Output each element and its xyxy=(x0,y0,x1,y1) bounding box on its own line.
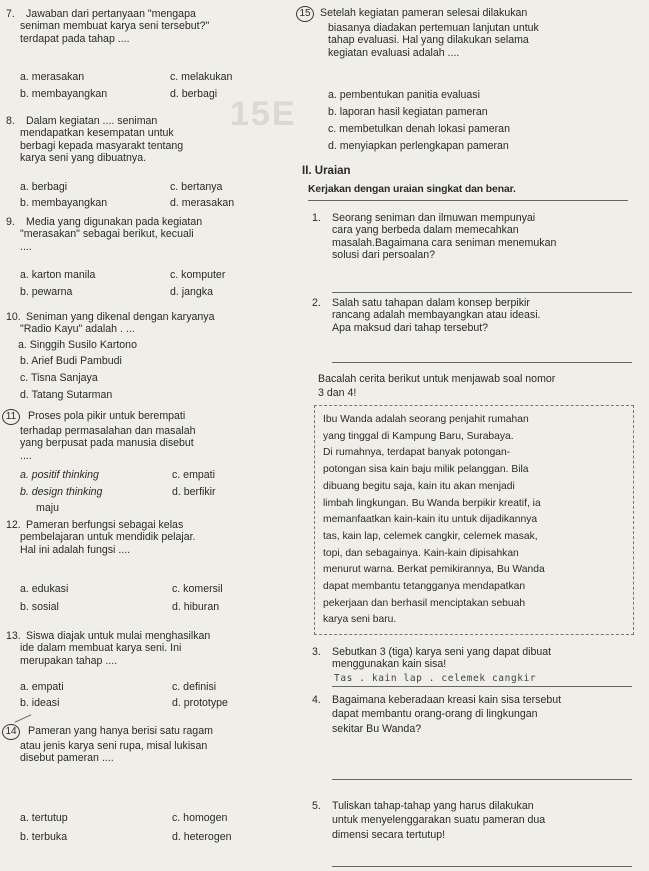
answer-line[interactable] xyxy=(332,866,632,867)
question-text: Seniman yang dikenal dengan karyanya xyxy=(26,311,215,323)
option-c[interactable]: c. komputer xyxy=(170,269,226,281)
essay-question-2 xyxy=(312,297,541,334)
instruction-text: 3 dan 4! xyxy=(318,387,357,400)
option-a[interactable]: a. Singgih Susilo Kartono xyxy=(18,339,137,351)
question-text: Sebutkan 3 (tiga) karya seni yang dapat dibuat xyxy=(332,646,552,658)
answer-line[interactable] xyxy=(332,362,632,363)
question-number: 13. xyxy=(6,630,21,642)
essay-question-1 xyxy=(312,212,556,262)
question-number: 7. xyxy=(6,8,15,20)
question-text: merupakan tahap .... xyxy=(20,654,118,667)
story-line: tas, kain lap, celemek cangkir, celemek masak, xyxy=(323,530,538,542)
circled-question-number: 11 xyxy=(2,409,20,425)
option-b[interactable]: b. design thinking xyxy=(20,486,103,498)
option-d[interactable]: d. hiburan xyxy=(172,601,220,613)
question-text: Hal ini adalah fungsi .... xyxy=(20,543,131,556)
option-a[interactable]: a. karton manila xyxy=(20,269,96,281)
section-instruction: Kerjakan dengan uraian singkat dan benar. xyxy=(308,184,516,195)
option-d[interactable]: d. Tatang Sutarman xyxy=(20,389,113,401)
question-text: masalah.Bagaimana cara seniman menemukan xyxy=(332,236,557,249)
option-d[interactable]: d. berbagi xyxy=(170,88,218,100)
question-number: 3. xyxy=(312,646,321,658)
answer-line[interactable] xyxy=(332,292,632,293)
question-text: Pameran berfungsi sebagai kelas xyxy=(26,519,184,531)
question-9 xyxy=(6,216,202,253)
section-title: II. Uraian xyxy=(302,165,351,177)
question-text: Tuliskan tahap-tahap yang harus dilakukan xyxy=(332,800,534,812)
option-b[interactable]: b. membayangkan xyxy=(20,197,108,209)
story-line: potongan sisa kain baju milik pelanggan. Bila xyxy=(323,464,529,476)
essay-question-4 xyxy=(312,694,561,735)
option-a[interactable]: a. empati xyxy=(20,681,64,693)
question-text: Bagaimana keberadaan kreasi kain sisa tersebut xyxy=(332,694,562,706)
question-number: 9. xyxy=(6,216,15,228)
option-a[interactable]: a. pembentukan panitia evaluasi xyxy=(328,89,480,101)
question-text: mendapatkan kesempatan untuk xyxy=(20,127,174,140)
option-a[interactable]: a. berbagi xyxy=(20,181,68,193)
question-text: sekitar Bu Wanda? xyxy=(332,722,422,735)
question-text: karya seni yang dibuatnya. xyxy=(20,152,147,165)
option-c[interactable]: c. empati xyxy=(172,469,215,481)
question-text: dimensi secara tertutup! xyxy=(332,828,446,841)
option-c[interactable]: c. komersil xyxy=(172,583,223,595)
option-d[interactable]: d. merasakan xyxy=(170,197,235,209)
background-watermark: 15E xyxy=(230,95,297,133)
option-b[interactable]: b. membayangkan xyxy=(20,88,108,100)
question-number: 1. xyxy=(312,212,321,224)
handwritten-answer: Tas . kain lap . celemek cangkir xyxy=(334,673,537,684)
question-text: menggunakan kain sisa! xyxy=(332,658,447,671)
question-text: yang berpusat pada manusia disebut xyxy=(20,437,194,450)
story-box xyxy=(314,405,634,635)
question-text: Dalam kegiatan .... seniman xyxy=(26,115,158,127)
question-text: Seorang seniman dan ilmuwan mempunyai xyxy=(332,212,536,224)
divider xyxy=(308,200,628,201)
story-line: yang tinggal di Kampung Baru, Surabaya. xyxy=(323,430,514,442)
option-c[interactable]: c. Tisna Sanjaya xyxy=(20,372,98,384)
option-d[interactable]: d. heterogen xyxy=(172,831,232,843)
option-b[interactable]: b. pewarna xyxy=(20,286,73,298)
question-text: atau jenis karya seni rupa, misal lukisan xyxy=(20,740,208,752)
question-text: ide dalam membuat karya seni. Ini xyxy=(20,642,182,655)
story-line: Ibu Wanda adalah seorang penjahit rumahan xyxy=(323,414,529,425)
question-text: Pameran yang hanya berisi satu ragam xyxy=(28,725,213,737)
story-line: dibuang begitu saja, kain itu akan menjadi xyxy=(323,480,515,492)
option-c[interactable]: c. membetulkan denah lokasi pameran xyxy=(328,123,510,135)
question-number: 10. xyxy=(6,311,21,323)
question-text: .... xyxy=(20,240,32,253)
question-10 xyxy=(6,311,214,336)
question-text: Apa maksud dari tahap tersebut? xyxy=(332,321,489,334)
option-d[interactable]: d. jangka xyxy=(170,286,213,298)
story-line: memanfaatkan kain-kain itu untuk dijadikannya xyxy=(323,514,538,526)
option-b[interactable]: b. terbuka xyxy=(20,831,68,843)
question-8 xyxy=(6,115,183,165)
question-number: 8. xyxy=(6,115,15,127)
option-b[interactable]: b. Arief Budi Pambudi xyxy=(20,355,122,367)
answer-line[interactable] xyxy=(332,779,632,780)
question-number: 4. xyxy=(312,694,321,706)
question-text: terhadap permasalahan dan masalah xyxy=(20,425,196,437)
option-b[interactable]: b. ideasi xyxy=(20,697,60,709)
question-number: 12. xyxy=(6,519,21,531)
question-text: "merasakan" sebagai berikut, kecuali xyxy=(20,228,194,241)
question-text: terdapat pada tahap .... xyxy=(20,32,130,45)
essay-question-3 xyxy=(312,646,551,671)
question-text: Salah satu tahapan dalam konsep berpikir xyxy=(332,297,530,309)
option-b[interactable]: b. laporan hasil kegiatan pameran xyxy=(328,106,488,118)
question-text: pembelajaran untuk mendidik pelajar. xyxy=(20,531,196,544)
option-a[interactable]: a. edukasi xyxy=(20,583,69,595)
question-text: seniman membuat karya seni tersebut?" xyxy=(20,20,210,33)
option-b[interactable]: b. sosial xyxy=(20,601,59,613)
question-text: "Radio Kayu" adalah . ... xyxy=(20,323,135,336)
question-text: Proses pola pikir untuk berempati xyxy=(28,410,186,422)
question-text: Siswa diajak untuk mulai menghasilkan xyxy=(26,630,211,642)
question-7 xyxy=(6,8,209,45)
question-text: Jawaban dari pertanyaan "mengapa xyxy=(26,8,196,20)
circled-question-number: 15 xyxy=(296,6,314,22)
option-c[interactable]: c. homogen xyxy=(172,812,228,824)
story-line: pekerjaan dan berhasil menciptakan sebuah xyxy=(323,597,526,609)
option-c[interactable]: c. definisi xyxy=(172,681,217,693)
question-11 xyxy=(6,409,196,462)
answer-line[interactable] xyxy=(332,686,632,687)
question-text: cara yang berbeda dalam memecahkan xyxy=(332,224,519,237)
story-line: topi, dan sebagainya. Kain-kain dipisahkan xyxy=(323,547,519,559)
pen-mark xyxy=(15,714,32,723)
story-instruction xyxy=(318,373,555,400)
question-text: Setelah kegiatan pameran selesai dilakukan xyxy=(320,7,528,19)
option-c[interactable]: c. bertanya xyxy=(170,181,223,193)
option-a[interactable]: a. tertutup xyxy=(20,812,68,824)
question-15 xyxy=(300,6,539,59)
question-text: biasanya diadakan pertemuan lanjutan untuk xyxy=(328,22,539,34)
question-number: 2. xyxy=(312,297,321,309)
option-b-continuation: maju xyxy=(36,502,59,514)
circled-question-number: 14 xyxy=(2,724,20,740)
option-d[interactable]: d. prototype xyxy=(172,697,228,709)
question-text: dapat membantu orang-orang di lingkungan xyxy=(332,708,538,721)
option-d[interactable]: d. berfikir xyxy=(172,486,216,498)
question-text: tahap evaluasi. Hal yang dilakukan selama xyxy=(328,34,529,47)
option-a[interactable]: a. positif thinking xyxy=(20,469,99,481)
question-number: 5. xyxy=(312,800,321,812)
question-text: solusi dari persoalan? xyxy=(332,249,436,262)
question-text: untuk menyelenggarakan suatu pameran dua xyxy=(332,814,546,827)
question-text: disebut pameran .... xyxy=(20,752,114,765)
option-c[interactable]: c. melakukan xyxy=(170,71,233,83)
question-text: berbagi kepada masyarakt tentang xyxy=(20,139,184,152)
question-text: rancang adalah membayangkan atau ideasi. xyxy=(332,309,541,322)
question-14 xyxy=(6,724,213,765)
question-12 xyxy=(6,519,196,556)
story-line: dapat membantu tetangganya mendapatkan xyxy=(323,581,526,593)
story-line: Di rumahnya, terdapat banyak potongan- xyxy=(323,447,511,459)
instruction-text: Bacalah cerita berikut untuk menjawab soal nomor xyxy=(318,373,556,385)
question-text: .... xyxy=(20,449,32,462)
essay-question-5 xyxy=(312,800,545,841)
question-13 xyxy=(6,630,210,667)
story-line: limbah lingkungan. Bu Wanda berpikir kreatif, ia xyxy=(323,497,541,509)
option-a[interactable]: a. merasakan xyxy=(20,71,85,83)
question-text: Media yang digunakan pada kegiatan xyxy=(26,216,203,228)
story-line: menurut warna. Berkat pemikirannya, Bu Wanda xyxy=(323,564,545,576)
story-line: karya seni baru. xyxy=(323,614,397,626)
question-text: kegiatan evaluasi adalah .... xyxy=(328,46,460,59)
option-d[interactable]: d. menyiapkan perlengkapan pameran xyxy=(328,140,509,152)
